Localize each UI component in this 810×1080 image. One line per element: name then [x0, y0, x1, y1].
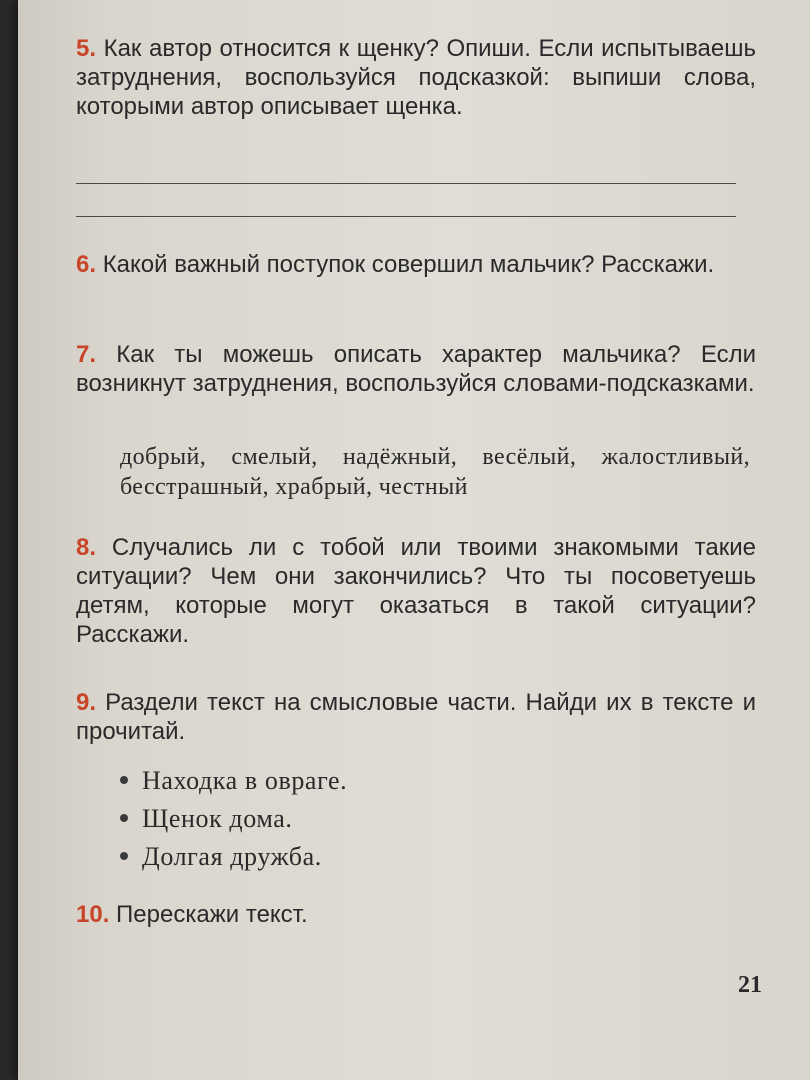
task-number: 8.: [76, 534, 97, 561]
answer-line[interactable]: [76, 216, 736, 217]
list-item-text: Щенок дома.: [142, 804, 293, 833]
task-text: Раздели текст на смысловые части. Найди их в тексте и прочитай.: [76, 689, 756, 745]
task-9: [76, 688, 756, 746]
list-item: [120, 762, 347, 800]
task-text: Случались ли с тобой или твоими знакомыми такие ситуации? Чем они закончились? Что ты посоветуешь детям, которые могут оказаться в такой ситуации? Расскажи.: [76, 534, 756, 648]
task-number: 9.: [76, 689, 97, 716]
task-7: [76, 340, 756, 398]
task-number: 10.: [76, 901, 110, 928]
task-text: Какой важный поступок совершил мальчик? Расскажи.: [102, 251, 715, 278]
task-text: Как автор относится к щенку? Опиши. Если испытываешь затруднения, воспользуйся подсказкой: выпиши слова, которыми автор описывает щенка.: [76, 35, 756, 120]
task-5: [76, 34, 756, 121]
parts-list: [120, 762, 347, 876]
task-number: 7.: [76, 341, 97, 368]
bullet-icon: [120, 776, 128, 784]
task-10: [76, 900, 756, 929]
task-number: 5.: [76, 35, 97, 62]
task-text: Как ты можешь описать характер мальчика? Если возникнут затруднения, воспользуйся словами-подсказками.: [76, 341, 756, 397]
list-item: [120, 800, 347, 838]
task-6: [76, 250, 756, 279]
list-item-text: Долгая дружба.: [142, 842, 322, 871]
task-number: 6.: [76, 251, 97, 278]
hint-words: добрый, смелый, надёжный, весёлый, жалостливый, бесстрашный, храбрый, честный: [120, 444, 750, 500]
task-8: [76, 533, 756, 649]
bullet-icon: [120, 814, 128, 822]
task-text: Перескажи текст.: [116, 901, 308, 928]
list-item-text: Находка в овраге.: [142, 766, 348, 795]
answer-line[interactable]: [76, 183, 736, 184]
list-item: [120, 838, 347, 876]
textbook-page: [18, 0, 810, 1080]
page-number: 21: [738, 972, 762, 998]
bullet-icon: [120, 852, 128, 860]
